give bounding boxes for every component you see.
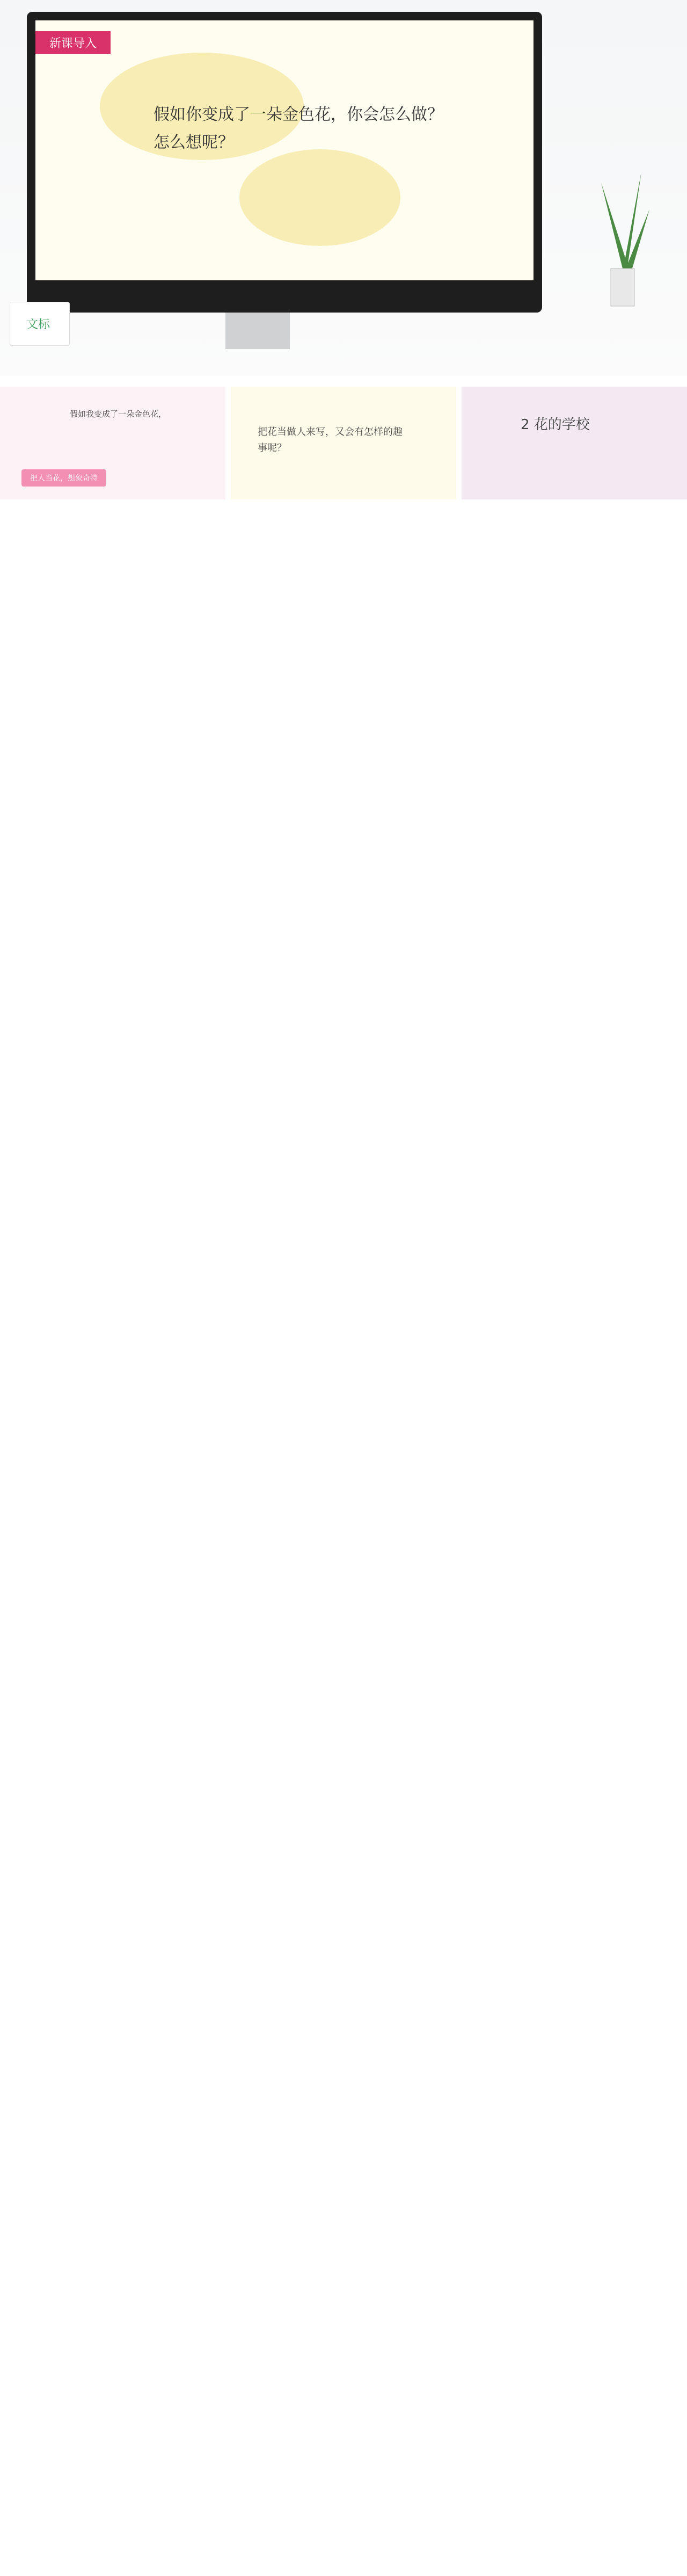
- slide-tile: 2 花的学校: [462, 387, 687, 499]
- slide-tile: 假如我变成了一朵金色花， 把人当花，想象奇特: [0, 387, 225, 499]
- slide-screen: [35, 20, 533, 280]
- slide-row-1: [0, 387, 687, 499]
- section-tag: 新课导入: [35, 31, 111, 54]
- tag-button: 把人当花，想象奇特: [21, 469, 106, 487]
- monitor-stand: [225, 313, 290, 349]
- slide-tile: 把花当做人来写，又会有怎样的趣事呢？: [231, 387, 456, 499]
- brand-logo: 文标: [10, 302, 70, 346]
- monitor: [27, 12, 542, 313]
- plant-icon: [590, 161, 655, 311]
- slide-verse: 假如你变成了一朵金色花，你会怎么做？怎么想呢？: [154, 105, 443, 152]
- hero-slide: [0, 0, 687, 376]
